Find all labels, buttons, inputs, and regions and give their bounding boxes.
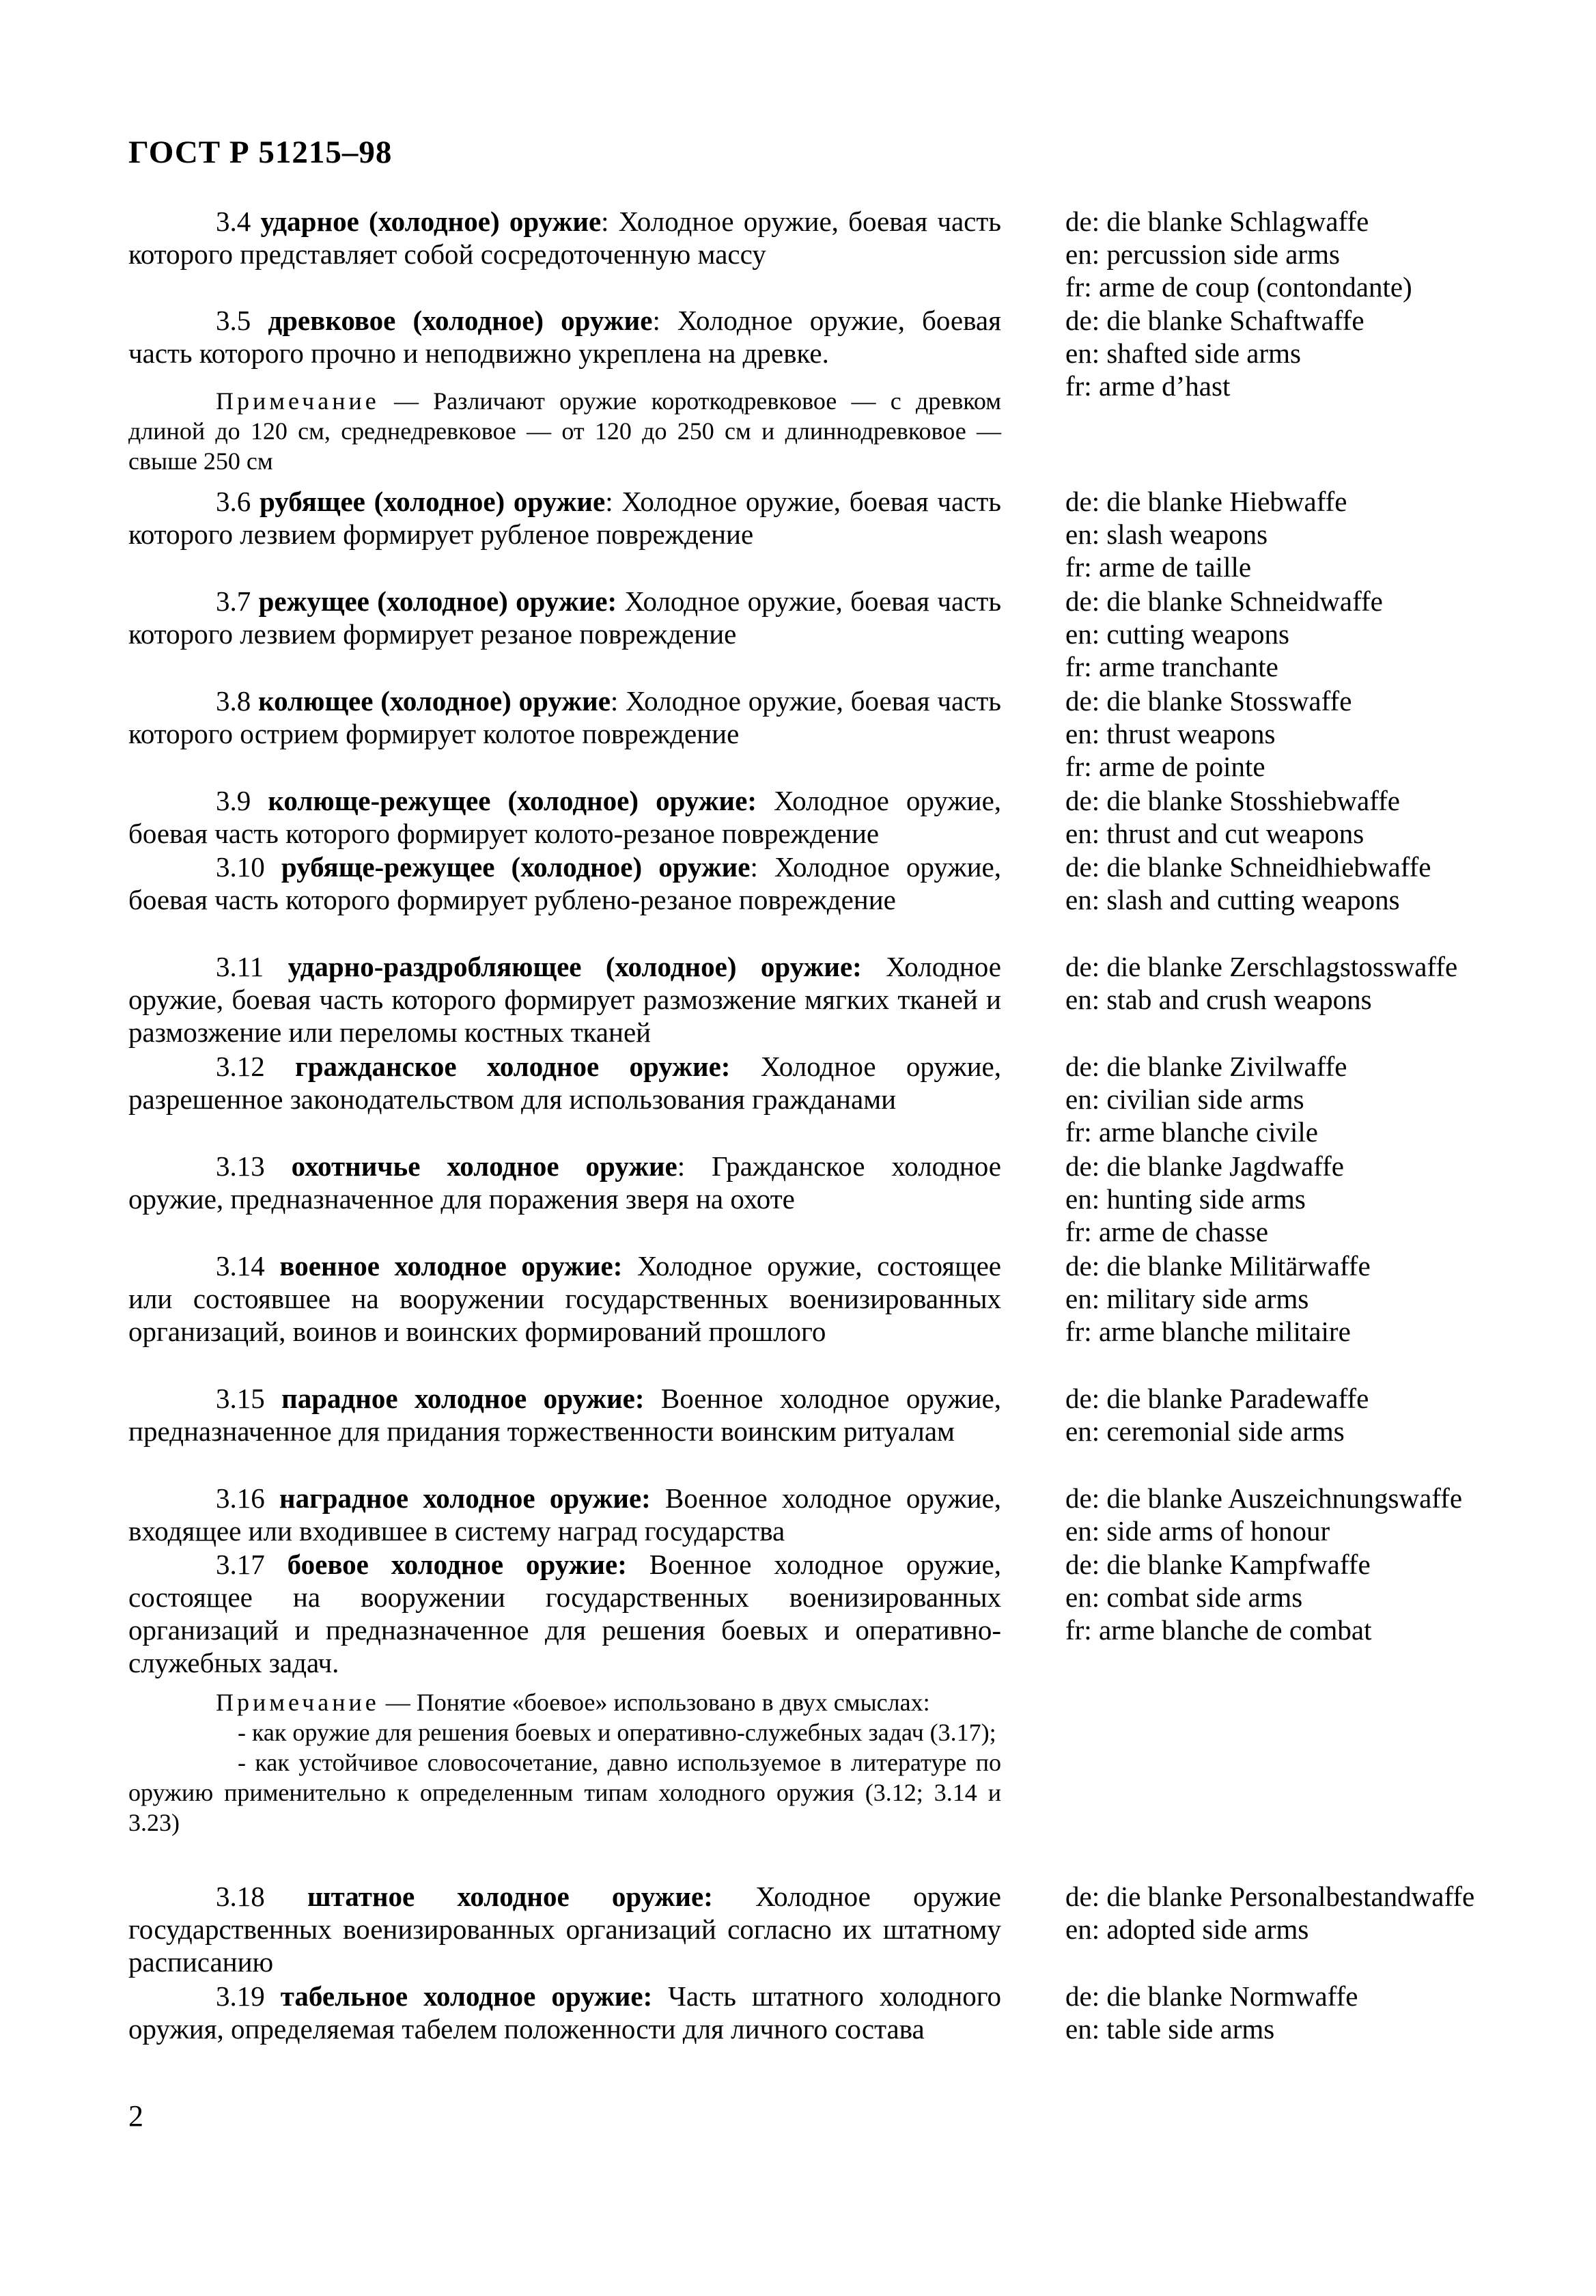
foreign-equivalents: de: die blanke Zerschlagstosswaffe en: stab and crush weapons (1065, 951, 1458, 1015)
foreign-equivalents: de: die blanke Paradewaffe en: ceremonial side arms (1065, 1383, 1369, 1447)
entry-definition: 3.6 рубящее (холодное) оружие: Холодное оружие, боевая часть которого лезвием формирует рубленое повреждение (128, 486, 1001, 550)
entry-definition: 3.11 ударно-раздробляющее (холодное) оружие: Холодное оружие, боевая часть которого формирует размозжение мягких тканей и размозжение или переломы костных тканей (128, 951, 1002, 1048)
entry-definition: 3.4 ударное (холодное) оружие: Холодное оружие, боевая часть которого представляет собой сосредоточенную массу (128, 206, 1001, 270)
entry-definition: 3.8 колющее (холодное) оружие: Холодное оружие, боевая часть которого острием формирует колотое повреждение (128, 685, 1002, 749)
entry-definition: 3.16 наградное холодное оружие: Военное холодное оружие, входящее или входившее в систему наград государства (128, 1482, 1001, 1547)
foreign-equivalents: de: die blanke Schneidhiebwaffe en: slash and cutting weapons (1065, 851, 1431, 915)
entry-definition: 3.19 табельное холодное оружие: Часть штатного холодного оружия, определяемая табелем положенности для личного состава (128, 1980, 1002, 2045)
foreign-equivalents: de: die blanke Personalbestandwaffe en: adopted side arms (1065, 1881, 1475, 1945)
entry-definition: 3.9 колюще-режущее (холодное) оружие: Холодное оружие, боевая часть которого формирует колото-резаное повреждение (128, 785, 1002, 849)
entry-definition: 3.10 рубяще-режущее (холодное) оружие: Холодное оружие, боевая часть которого формирует рублено-резаное повреждение (128, 851, 1002, 915)
entry-definition: 3.15 парадное холодное оружие: Военное холодное оружие, предназначенное для придания торжественности воинским ритуалам (128, 1383, 1001, 1447)
foreign-equivalents: de: die blanke Kampfwaffe en: combat side arms fr: arme blanche de combat (1065, 1549, 1372, 1646)
foreign-equivalents: de: die blanke Schlagwaffe en: percussion side arms fr: arme de coup (contondante) (1065, 206, 1412, 303)
foreign-equivalents: de: die blanke Hiebwaffe en: slash weapons fr: arme de taille (1065, 486, 1347, 583)
page-number: 2 (128, 2099, 143, 2133)
foreign-equivalents: de: die blanke Stosshiebwaffe en: thrust and cut weapons (1065, 785, 1400, 849)
entry-definition: 3.18 штатное холодное оружие: Холодное оружие государственных военизированных организаций согласно их штатному расписанию (128, 1881, 1002, 1978)
foreign-equivalents: de: die blanke Jagdwaffe en: hunting side arms fr: arme de chasse (1065, 1150, 1344, 1247)
entry-definition: 3.5 древковое (холодное) оружие: Холодное оружие, боевая часть которого прочно и неподвижно укреплена на древке. (128, 305, 1001, 369)
entry-definition: 3.12 гражданское холодное оружие: Холодное оружие, разрешенное законодательством для использования гражданами (128, 1051, 1001, 1115)
foreign-equivalents: de: die blanke Zivilwaffe en: civilian side arms fr: arme blanche civile (1065, 1051, 1347, 1148)
entry-definition: 3.13 охотничье холодное оружие: Гражданское холодное оружие, предназначенное для поражения зверя на охоте (128, 1150, 1001, 1215)
entry-definition: 3.14 военное холодное оружие: Холодное оружие, состоящее или состоявшее на вооружении государственных военизированных организаций, воинов и воинских формирований прошлого (128, 1250, 1001, 1347)
foreign-equivalents: de: die blanke Schaftwaffe en: shafted side arms fr: arme d’hast (1065, 305, 1364, 402)
foreign-equivalents: de: die blanke Stosswaffe en: thrust weapons fr: arme de pointe (1065, 685, 1352, 782)
foreign-equivalents: de: die blanke Schneidwaffe en: cutting weapons fr: arme tranchante (1065, 585, 1383, 682)
note-3-17: Примечание — Понятие «боевое» использовано в двух смыслах: - как оружие для решения боевых и оперативно-служебных задач (3.17); - как устойчивое словосочетание, давно используемое в литературе по оружию применительно к определенным типам холодного оружия (3.12; 3.14 и 3.23) (128, 1689, 1001, 1836)
entry-definition: 3.17 боевое холодное оружие: Военное холодное оружие, состоящее на вооружении государственных военизированных организаций и предназначенное для решения боевых и оперативно-служебных задач. (128, 1549, 1002, 1678)
entry-definition: 3.7 режущее (холодное) оружие: Холодное оружие, боевая часть которого лезвием формирует резаное повреждение (128, 585, 1002, 650)
note-3-5: Примечание — Различают оружие короткодревковое — с древком длиной до 120 см, среднедревковое — от 120 до 250 см и длиннодревковое — свыше 250 см (128, 387, 1001, 475)
page-header: ГОСТ Р 51215–98 (128, 135, 393, 170)
foreign-equivalents: de: die blanke Auszeichnungswaffe en: side arms of honour (1065, 1482, 1463, 1547)
foreign-equivalents: de: die blanke Normwaffe en: table side arms (1065, 1980, 1358, 2045)
foreign-equivalents: de: die blanke Militärwaffe en: military side arms fr: arme blanche militaire (1065, 1250, 1371, 1347)
